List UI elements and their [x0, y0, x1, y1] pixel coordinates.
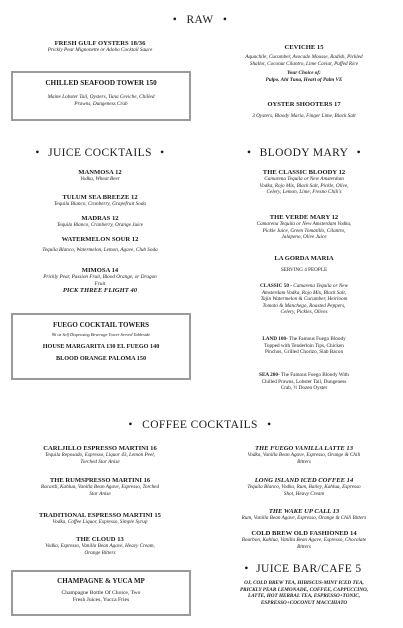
juice-item-4 — [6, 236, 194, 254]
coffee-left-item-4 — [6, 536, 194, 556]
verde-mary-item — [210, 214, 398, 241]
bullet: • — [128, 419, 133, 431]
juice-item-desc: Tequila Blanco, Cranberry, Grapefruit Soda — [53, 201, 147, 207]
coffee-item-desc-1: Rum, Vanilla Bean Agave, Espresso, Orange & Chili Bitters — [241, 515, 367, 521]
coffee-item-name: THE CLOUD 13 — [76, 536, 124, 543]
coffee-item-desc-1: Vodka, Espresso, Vanilla Bean Agave, Heavy Cream, — [45, 543, 155, 549]
champagne-desc-1: Champagne Bottle Of Choice, Two — [61, 590, 141, 596]
coffee-item-desc-2: Torched Star Anise — [80, 458, 120, 465]
bullet: • — [267, 419, 272, 431]
coffee-item-name: THE FUEGO VANILLA LATTE 13 — [254, 445, 354, 452]
coffee-left-item-3 — [6, 512, 194, 526]
sea-item — [210, 372, 398, 392]
raw-section-title — [150, 14, 250, 26]
coffee-left-item-2 — [6, 477, 194, 497]
juice-item-name: WATERMELON SOUR 12 — [61, 236, 139, 243]
juice-section-title — [6, 147, 194, 159]
champagne-name: CHAMPAGNE & YUCA MP — [57, 577, 145, 585]
coffee-item-desc-2: Star Anise — [89, 490, 111, 497]
juice-title: JUICE COCKTAILS — [48, 147, 152, 159]
juice-item-desc: Tequila Blanco, Cranberry, Orange Juice — [56, 222, 144, 228]
classic-bloody-desc-2: Vodka, Rojo Mix, Black Salt, Pickle, Olive, — [259, 182, 349, 189]
land-desc-2: Topped with Tenderloin Tips, Chicken — [264, 342, 344, 349]
classic-bloody-item — [210, 169, 398, 196]
coffee-item-name: THE WAKE UP CALL 13 — [268, 508, 340, 515]
coffee-item-desc-2: Bitters — [297, 543, 311, 550]
coffee-item-desc-2: Shot, Heavy Cream — [283, 490, 325, 497]
ceviche-desc-2: Shallot, Coconut Cilantro, Lime Caviar, Puffed Rice — [249, 60, 359, 67]
seafood-tower-desc-1: Maine Lobster Tail, Oysters, Tuna Ceviche, Chilled — [47, 94, 155, 100]
classic-bloody-desc-1: Camarena Tequila or New Amsterdam — [264, 176, 344, 182]
bullet: • — [356, 147, 362, 159]
coffee-right-item-2 — [210, 477, 398, 497]
la-gorda-name: LA GORDA MARIA — [274, 255, 334, 262]
ceviche-item — [210, 44, 398, 83]
bloody-title: BLOODY MARY — [259, 147, 349, 159]
sea-desc-3: Crab, ½ Dozen Oyster — [280, 385, 328, 392]
juice-item-desc: Tequila Blanco, Watermelon, Lemon, Agave, Club Soda — [42, 247, 158, 253]
juice-item-2 — [6, 194, 194, 208]
land-desc-3: Pinchos, Grilled Chorizo, Slab Bacon — [264, 349, 344, 356]
mimosa-item — [6, 267, 194, 294]
classic-50-item — [210, 283, 398, 316]
classic-50-desc-4: Tomato & Manchego, Roasted Peppers, — [262, 302, 346, 309]
verde-mary-desc-2: Pickle Juice, Green Tomatillo, Cilantro, — [262, 227, 346, 234]
gulf-oysters-name: FRESH GULF OYSTERS 18/36 — [54, 40, 146, 47]
classic-bloody-name: THE CLASSIC BLOODY 12 — [262, 169, 346, 176]
sea-desc-1: The Famous Fuego Bloody With — [279, 372, 349, 378]
pick-three-flight: PICK THREE FLIGHT 40 — [62, 287, 138, 295]
juice-item-name: MADRAS 12 — [81, 215, 119, 222]
la-gorda-serving: SERVING 4 PEOPLE — [280, 267, 328, 273]
coffee-item-desc-1: Bacardi, Kahlua, Vanilla Bean Agave, Espresso, Torched — [40, 484, 160, 490]
verde-mary-desc-3: Jalapeno, Olive Juice — [281, 234, 327, 241]
coffee-item-name: COLD BREW OLD FASHIONED 14 — [251, 530, 357, 537]
coffee-item-desc-1: Vodka, Coffee Liquor, Espresso, Simple Syrup — [52, 519, 148, 525]
juicebar-line-3: LATTE, HOT HERBAL TEA, ESPRESSO+TONIC, — [247, 593, 361, 600]
coffee-item-desc-1: Tequila Blanco, Vodka, Rum, Bailey, Kahlua, Espresso — [247, 484, 361, 490]
classic-50-desc-3: Tajin Watermelon & Cucumber, Heirloom — [260, 296, 348, 303]
mimosa-desc-2: Fruit — [94, 280, 106, 287]
classic-50-desc-1: Camarena Tequila or New — [291, 283, 349, 289]
la-gorda-item — [210, 255, 398, 274]
bullet: • — [35, 147, 40, 159]
sea-lead: SEA 200- — [259, 372, 280, 378]
juicebar-list — [210, 580, 398, 606]
coffee-left-item-1 — [6, 445, 194, 465]
bloody-section-title — [208, 147, 400, 159]
land-desc-1: The Famous Fuego Bloody — [287, 336, 346, 342]
seafood-tower-desc-2: Prawns, Dungeness Crab — [74, 100, 128, 107]
juice-item-name: MANMOSA 12 — [78, 169, 122, 176]
ceviche-choice: Your Choice of: — [287, 70, 321, 77]
coffee-right-item-1 — [210, 445, 398, 465]
land-item — [210, 336, 398, 356]
champagne-desc-2: Fresh Juices, Yucca Fries — [72, 596, 130, 603]
coffee-item-desc-2: Orange Bitters — [84, 549, 116, 556]
verde-mary-desc-1: Camarena Tequila or New Amsterdam Vodka, — [256, 221, 352, 227]
bullet: • — [172, 14, 178, 26]
juicebar-title: JUICE BAR/CAFE 5 — [256, 563, 362, 575]
mimosa-desc-1: Prickly Pear, Passion Fruit, Blood Orange, or Dragon — [43, 274, 157, 280]
juice-item-1 — [6, 169, 194, 183]
ceviche-options: Pulpo. Ahi Tuna, Heart of Palm VE — [265, 76, 343, 83]
juice-item-desc: Vodka, Wheat Beer — [80, 176, 120, 182]
gulf-oysters-desc: Prickly Pear Mignonette or Adobo Cocktail Sauce — [47, 47, 153, 53]
classic-bloody-desc-3: Celery, Lemon, Lime, Fresno Chili's — [266, 189, 342, 196]
oyster-shooters-desc: 3 Oysters, Bloody Maria, Finger Lime, Black Salt — [252, 113, 356, 119]
coffee-item-name: TRADITIONAL ESPRESSO MARTINI 15 — [39, 512, 161, 519]
coffee-right-item-3 — [210, 508, 398, 522]
classic-50-desc-5: Celery, Pickles, Olives — [280, 309, 328, 316]
verde-mary-name: THE VERDE MARY 12 — [269, 214, 339, 221]
coffee-title: COFFEE COCKTAILS — [142, 419, 258, 431]
fuego-towers-line-2: BLOOD ORANGE PALOMA 150 — [55, 354, 147, 362]
classic-50-desc-2: Amsterdam Vodka, Rojo Mix, Black Salt, — [261, 289, 347, 296]
bullet: • — [246, 147, 252, 159]
coffee-item-desc-1: Vodka, Vanilla Bean Agave, Espresso, Orange & Chili — [247, 452, 361, 458]
classic-50-lead: CLASSIC 50 - — [259, 283, 292, 289]
juicebar-line-4: ESPRESSO+COCONUT MACCHIATO — [260, 599, 348, 606]
bullet: • — [244, 563, 249, 575]
juice-item-3 — [6, 215, 194, 229]
sea-desc-2: Chilled Prawns, Lobster Tail, Dungeness — [261, 378, 347, 385]
fuego-towers-title: FUEGO COCKTAIL TOWERS — [52, 321, 150, 329]
fuego-towers-sub: 96 oz Self Dispensing Beverage Tower Served Tableside — [51, 332, 151, 337]
gulf-oysters-item — [6, 40, 194, 54]
coffee-right-item-4 — [210, 530, 398, 550]
juicebar-line-1: OJ, COLD BREW TEA, HIBISCUS-MINT ICED TEA, — [244, 580, 364, 586]
coffee-section-title — [80, 419, 320, 431]
juice-item-name: TULUM SEA BREEZE 12 — [62, 194, 138, 201]
raw-title: RAW — [186, 14, 214, 26]
seafood-tower-box — [11, 71, 191, 121]
seafood-tower-name: CHILLED SEAFOOD TOWER 150 — [45, 79, 157, 87]
juicebar-section-title — [215, 563, 395, 575]
mimosa-name: MIMOSA 14 — [81, 267, 119, 274]
oyster-shooters-item — [210, 101, 398, 120]
coffee-item-name: THE RUMSPRESSO MARTINI 16 — [49, 477, 151, 484]
fuego-towers-box — [11, 313, 191, 380]
coffee-item-name: LONG ISLAND ICED COFFEE 14 — [254, 477, 354, 484]
juicebar-line-2: PRICKLY PEAR LEMONADE, COFFEE, CAPPUCCINO, — [239, 586, 369, 593]
bullet: • — [222, 14, 228, 26]
oyster-shooters-name: OYSTER SHOOTERS 17 — [267, 101, 341, 108]
fuego-towers-line-1: HOUSE MARGARITA 130 EL FUEGO 140 — [42, 342, 160, 350]
ceviche-name: CEVICHE 15 — [284, 44, 324, 51]
coffee-item-desc-2: Bitters — [297, 458, 311, 465]
coffee-item-name: CARLJILLO ESPRESSO MARTINI 16 — [43, 445, 157, 452]
land-lead: LAND 100- — [262, 336, 288, 342]
ceviche-desc-1: Aquachile, Cucumber, Avocado Mousse, Radish, Pickled — [245, 54, 363, 60]
bullet: • — [160, 147, 165, 159]
coffee-item-desc-1: Bourbon, Kahlua, Vanilla Bean Agave, Espresso, Chocolate — [241, 537, 367, 543]
champagne-box — [11, 570, 191, 616]
coffee-item-desc-1: Tequila Reposado, Espresso, Liquor 43, Lemon Peel, — [45, 452, 155, 458]
